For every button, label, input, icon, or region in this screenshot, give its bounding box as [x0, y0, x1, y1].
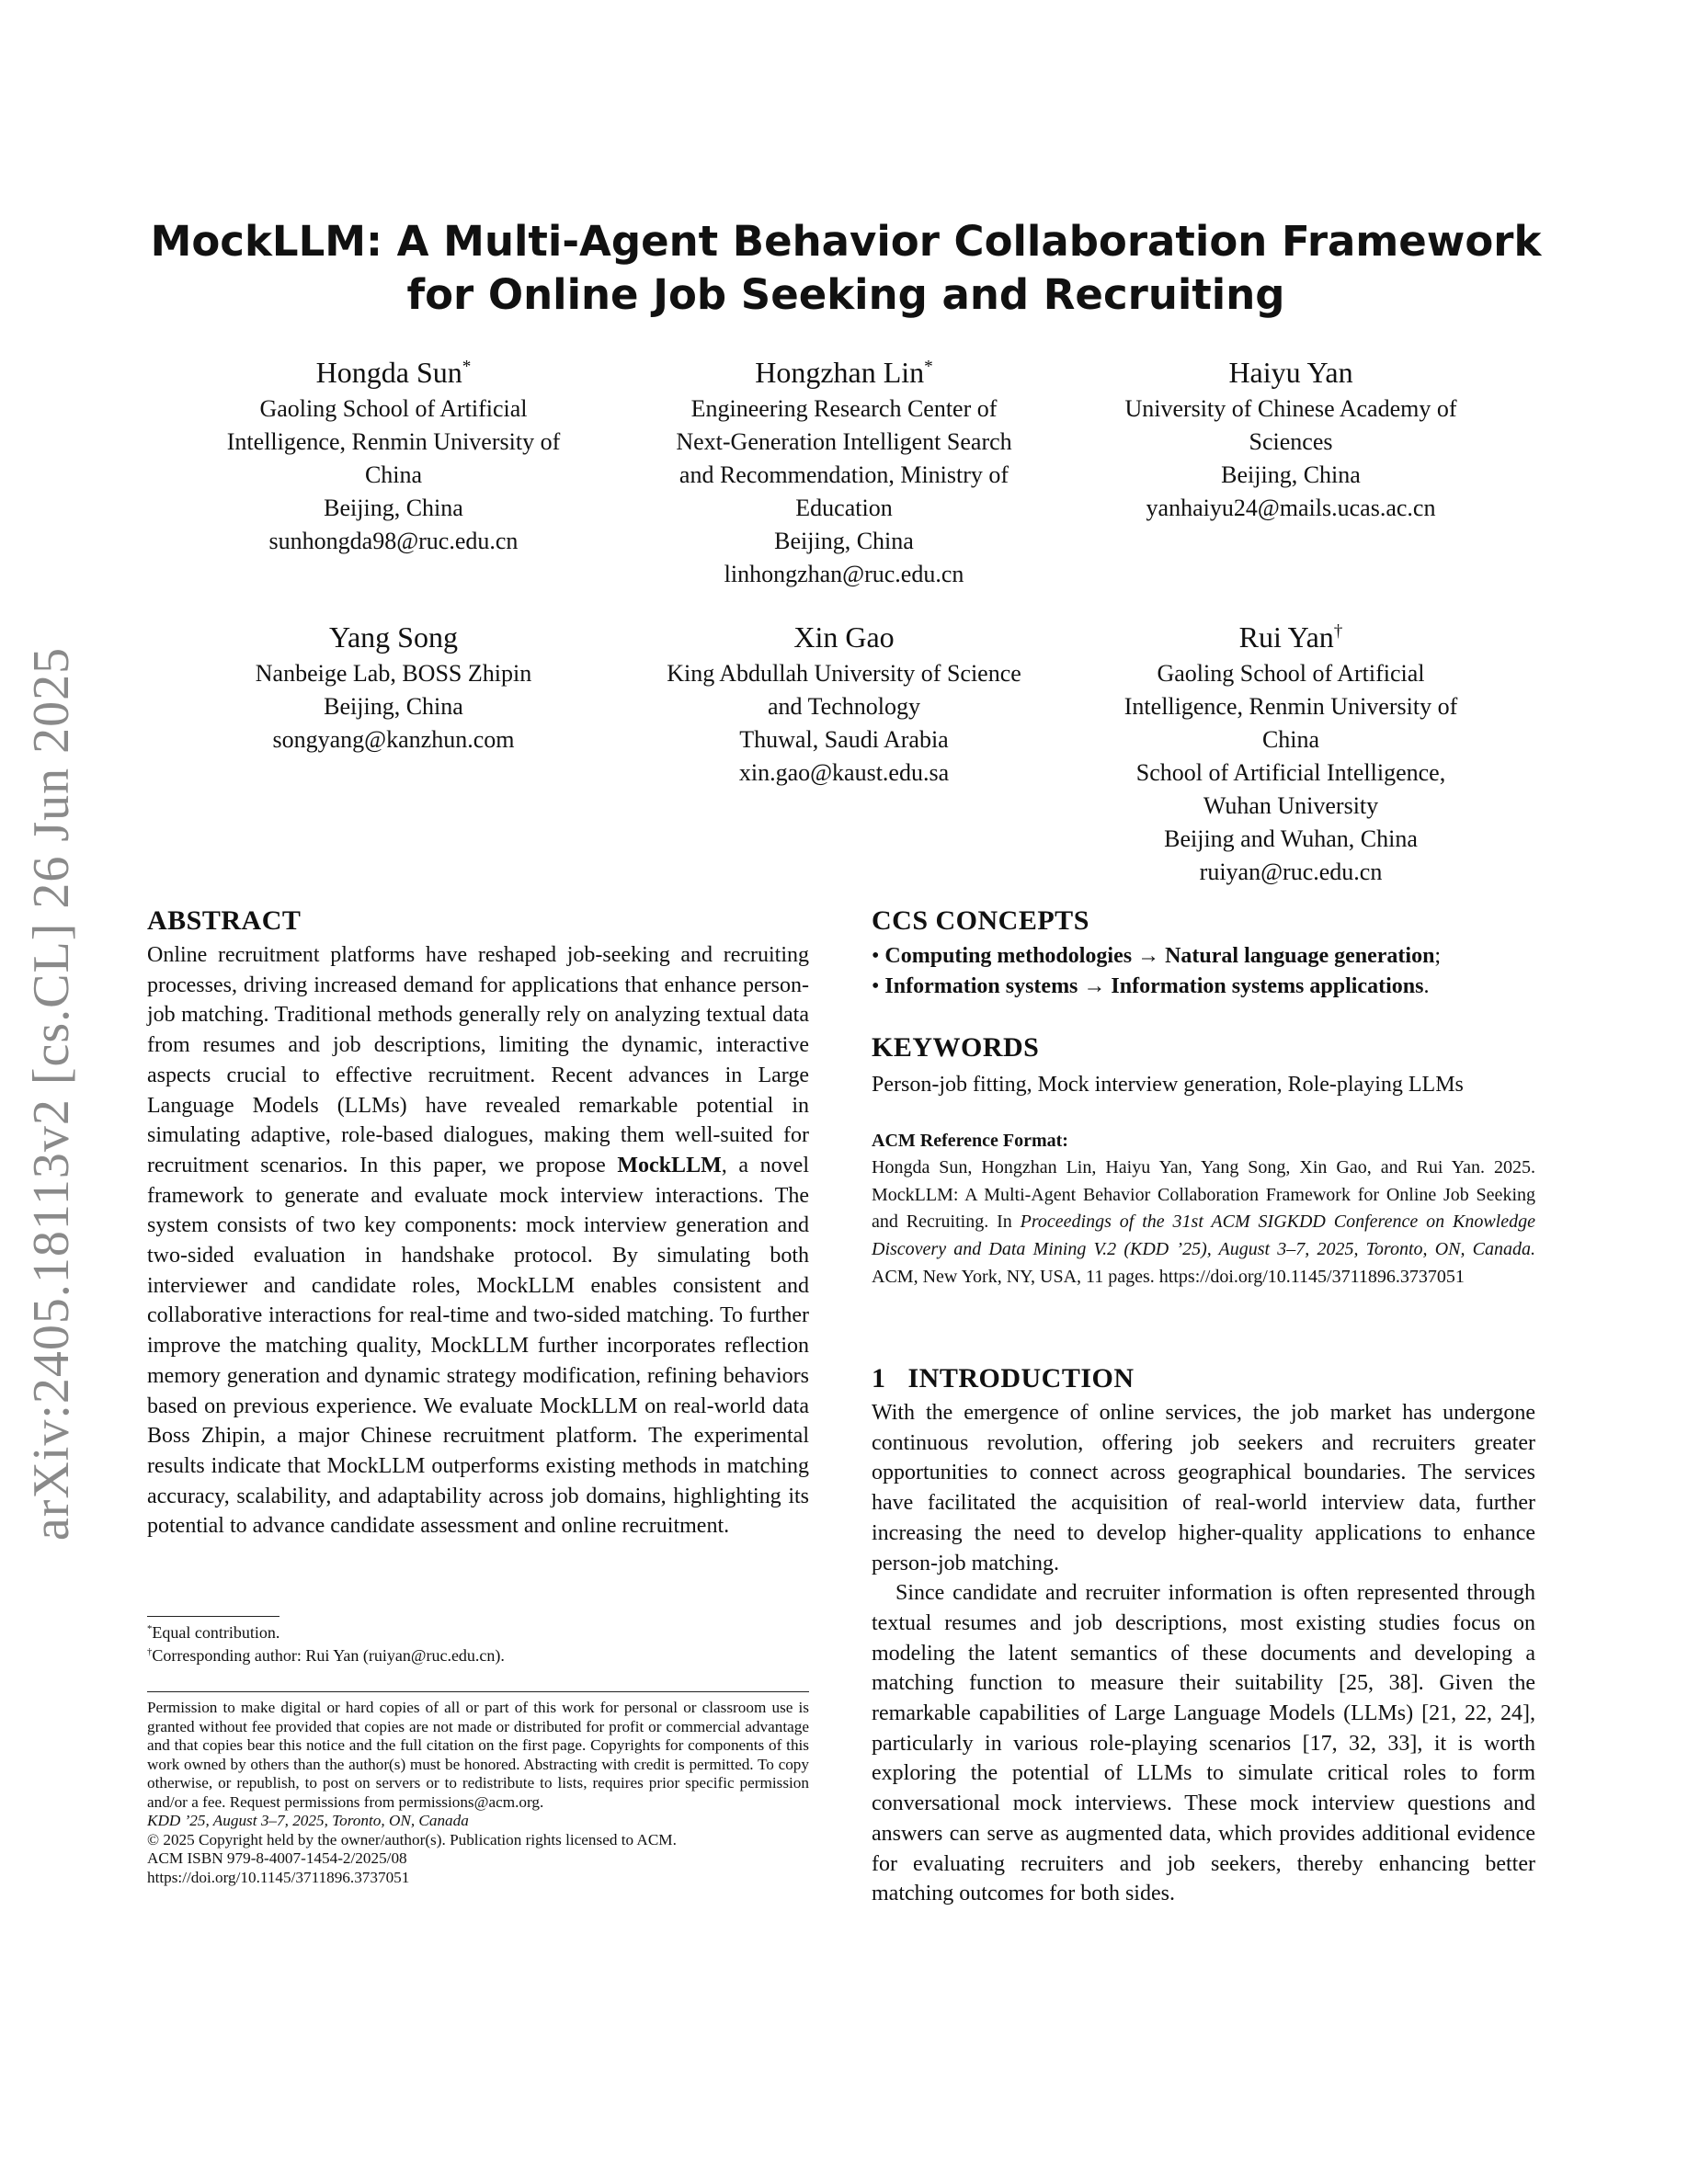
author-location: Beijing and Wuhan, China — [1164, 825, 1418, 852]
author-affiliation: King Abdullah University of Science — [667, 660, 1021, 687]
footnotes — [147, 1621, 809, 1667]
author-affiliation: Gaoling School of Artificial — [1157, 660, 1425, 687]
introduction-paragraph: Since candidate and recruiter information is often represented through textual resumes and job descriptions, most existing studies focus on modeling the latent semantics of these documents and developing a matching function to measure their suitability [25, 38]. Given the remarkable capabilities of Large Language Models (LLMs) [21, 22, 24], particularly in various role-playing scenarios [17, 32, 33], it is worth exploring the potential of LLMs to simulate critical roles to form conversational mock interviews. These mock interview questions and answers can serve as augmented data, which provides additional evidence for evaluating recruiters and job seekers, thereby enhancing better matching outcomes for both sides. — [872, 1581, 1535, 1906]
permission-block — [147, 1699, 809, 1887]
author-name: Haiyu Yan — [1228, 356, 1353, 389]
arxiv-identifier: arXiv:2405.18113v2 [cs.CL] 26 Jun 2025 — [23, 646, 80, 1541]
author-location: Beijing, China — [324, 495, 463, 521]
keywords-section — [872, 1029, 1535, 1100]
author-affiliation: Nanbeige Lab, BOSS Zhipin — [255, 660, 532, 687]
author-affiliation: Sciences — [1249, 428, 1333, 455]
author-name: Hongda Sun* — [315, 356, 472, 389]
introduction-section — [872, 1360, 1535, 1909]
introduction-heading: 1 INTRODUCTION — [872, 1363, 1135, 1393]
author-affiliation: Wuhan University — [1203, 792, 1379, 819]
conference-info: KDD ’25, August 3–7, 2025, Toronto, ON, Canada — [147, 1812, 469, 1829]
author-affiliation: School of Artificial Intelligence, — [1135, 759, 1446, 786]
author-affiliation: University of Chinese Academy of — [1124, 395, 1457, 422]
author-block — [182, 352, 605, 558]
keywords-text: Person-job fitting, Mock interview generation, Role-playing LLMs — [872, 1073, 1464, 1097]
abstract-heading: ABSTRACT — [147, 905, 302, 936]
author-location: Thuwal, Saudi Arabia — [739, 726, 949, 753]
author-name: Xin Gao — [793, 620, 895, 654]
acm-reference-text: Hongda Sun, Hongzhan Lin, Haiyu Yan, Yang Song, Xin Gao, and Rui Yan. 2025. MockLLM: A Multi-Agent Behavior Collaboration Framework for Online Job Seeking and Recruiting. In Proceedings of the 31st ACM SIGKDD Conference on Knowledge Discovery and Data Mining V.2 (KDD ’25), August 3–7, 2025, Toronto, ON, Canada. ACM, New York, NY, USA, 11 pages. https://doi.org/10.1145/3711896.3737051 — [872, 1157, 1535, 1287]
author-email: ruiyan@ruc.edu.cn — [1199, 859, 1383, 885]
author-affiliation: China — [1261, 726, 1320, 753]
author-affiliation: Gaoling School of Artificial — [259, 395, 528, 422]
footnote-corresponding-author: †Corresponding author: Rui Yan (ruiyan@ruc.edu.cn). — [147, 1646, 505, 1665]
author-location: Beijing, China — [324, 693, 463, 720]
author-block — [633, 617, 1055, 790]
author-affiliation: Engineering Research Center of — [690, 395, 998, 422]
footnote-equal-contribution: *Equal contribution. — [147, 1623, 280, 1642]
author-affiliation: Education — [795, 495, 893, 521]
abstract-text: Online recruitment platforms have reshaped job-seeking and recruiting processes, driving increased demand for applications that enhance person-job matching. Traditional methods generally rely on analyzing textual data from resumes and job descriptions, limiting the dynamic, interactive aspects crucial to effective recruitment. Recent advances in Large Language Models (LLMs) have revealed remarkable potential in simulating adaptive, role-based dialogues, making them well-suited for recruitment scenarios. In this paper, we propose MockLLM, a novel framework to generate and evaluate mock interview interactions. The system consists of two key components: mock interview generation and two-sided evaluation in handshake protocol. By simulating both interviewer and candidate roles, MockLLM enables consistent and collaborative interactions for real-time and two-sided matching. To further improve the matching quality, MockLLM further incorporates reflection memory generation and dynamic strategy modification, refining behaviors based on previous experience. We evaluate MockLLM on real-world data Boss Zhipin, a major Chinese recruitment platform. The experimental results indicate that MockLLM outperforms existing methods in matching accuracy, scalability, and adaptability across job domains, highlighting its potential to advance candidate assessment and online recruitment. — [147, 943, 809, 1539]
author-email: yanhaiyu24@mails.ucas.ac.cn — [1146, 495, 1436, 521]
author-block — [633, 352, 1055, 591]
acm-reference-section — [872, 1127, 1535, 1291]
paper-title: MockLLM: A Multi-Agent Behavior Collaboration Framework for Online Job Seeking and Recruiting — [150, 217, 1542, 319]
author-name: Hongzhan Lin* — [755, 356, 933, 389]
keywords-heading: KEYWORDS — [872, 1032, 1040, 1063]
author-affiliation: Intelligence, Renmin University of — [1123, 693, 1458, 720]
copyright-line: © 2025 Copyright held by the owner/author(s). Publication rights licensed to ACM. — [147, 1830, 677, 1848]
author-affiliation: China — [364, 461, 423, 488]
ccs-section — [872, 903, 1535, 1002]
author-email: songyang@kanzhun.com — [272, 726, 515, 753]
ccs-item: • Information systems → Information systems applications. — [872, 974, 1430, 998]
author-block — [182, 617, 605, 756]
ccs-item: • Computing methodologies → Natural language generation; — [872, 944, 1442, 968]
doi-link[interactable]: https://doi.org/10.1145/3711896.3737051 — [147, 1868, 410, 1886]
acm-reference-heading: ACM Reference Format: — [872, 1131, 1068, 1151]
abstract-section — [147, 903, 809, 1541]
author-location: Beijing, China — [774, 528, 914, 554]
ccs-heading: CCS CONCEPTS — [872, 905, 1089, 936]
permission-text: Permission to make digital or hard copies of all or part of this work for personal or classroom use is granted without fee provided that copies are not made or distributed for profit or commercial advantage and that copies bear this notice and the full citation on the first page. Copyrights for components of this work owned by others than the author(s) must be honored. Abstracting with credit is permitted. To copy otherwise, or republish, to post on servers or to redistribute to lists, requires prior specific permission and/or a fee. Request permissions from permissions@acm.org. — [147, 1699, 809, 1811]
introduction-paragraph: With the emergence of online services, the job market has undergone continuous revolution, offering job seekers and recruiters greater opportunities to connect across geographical boundaries. The services have facilitated the acquisition of real-world interview data, further increasing the need to develop higher-quality applications to enhance person-job matching. — [872, 1401, 1535, 1575]
author-email: xin.gao@kaust.edu.sa — [738, 759, 950, 786]
author-affiliation: and Recommendation, Ministry of — [679, 461, 1009, 488]
author-email: sunhongda98@ruc.edu.cn — [268, 528, 519, 554]
author-block — [1079, 617, 1502, 889]
author-name: Rui Yan† — [1238, 620, 1343, 654]
permission-divider — [147, 1691, 809, 1692]
author-name: Yang Song — [329, 620, 458, 654]
author-location: Beijing, China — [1221, 461, 1361, 488]
author-affiliation: Intelligence, Renmin University of — [226, 428, 561, 455]
author-block — [1079, 352, 1502, 525]
author-affiliation: and Technology — [768, 693, 920, 720]
author-affiliation: Next-Generation Intelligent Search — [676, 428, 1012, 455]
author-email: linhongzhan@ruc.edu.cn — [724, 561, 964, 587]
isbn-line: ACM ISBN 979-8-4007-1454-2/2025/08 — [147, 1849, 407, 1867]
footnote-divider — [147, 1616, 279, 1617]
